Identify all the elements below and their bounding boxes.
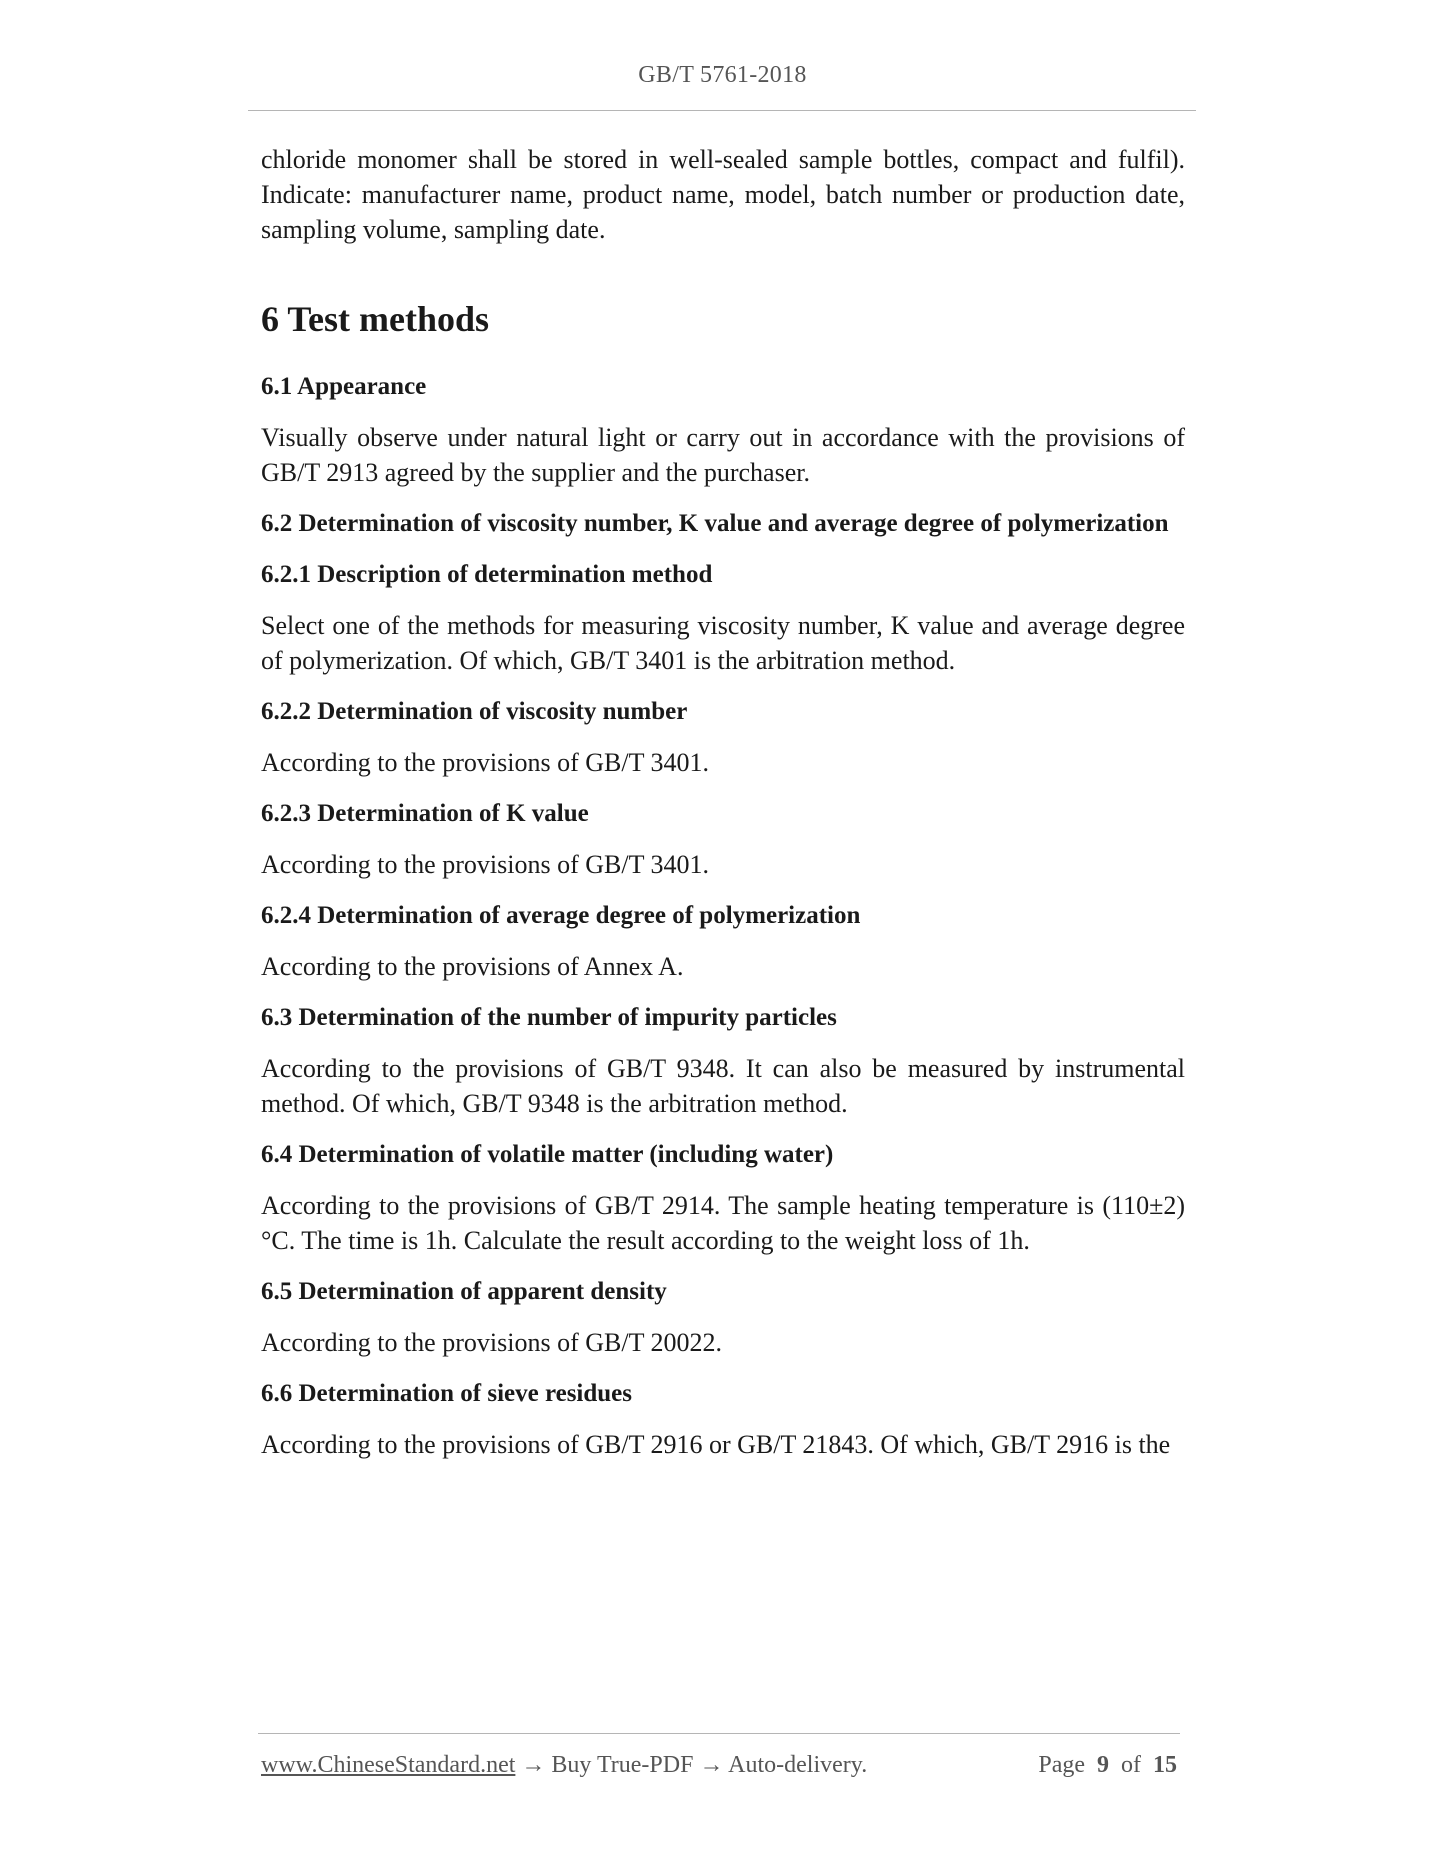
subsection-heading-6-4: 6.4 Determination of volatile matter (including water): [261, 1141, 834, 1168]
paragraph-6-2-2: According to the provisions of GB/T 3401.: [261, 748, 709, 777]
subsection-heading-6-6: 6.6 Determination of sieve residues: [261, 1380, 633, 1407]
header-divider: [248, 110, 1196, 111]
subsection-heading-6-5: 6.5 Determination of apparent density: [261, 1278, 667, 1305]
arrow-icon: →: [699, 1752, 724, 1778]
paragraph-6-2-3: According to the provisions of GB/T 3401.: [261, 850, 709, 879]
paragraph-6-1: Visually observe under natural light or carry out in accordance with the provisions of GB/T 2913 agreed by the supplier and the purchaser.: [261, 423, 1185, 487]
paragraph-6-4: According to the provisions of GB/T 2914. The sample heating temperature is (110±2)°C. The time is 1h. Calculate the result according to the weight loss of 1h.: [261, 1191, 1185, 1255]
page-header: GB/T 5761-2018: [638, 62, 807, 88]
paragraph-6-2-4: According to the provisions of Annex A.: [261, 952, 684, 981]
page-total: 15: [1153, 1752, 1177, 1778]
footer-divider: [258, 1733, 1180, 1734]
subsection-heading-6-3: 6.3 Determination of the number of impurity particles: [261, 1004, 837, 1031]
subsection-heading-6-2: 6.2 Determination of viscosity number, K value and average degree of polymerization: [261, 510, 1169, 537]
website-link[interactable]: www.ChineseStandard.net: [261, 1752, 516, 1778]
of-label: of: [1121, 1752, 1141, 1778]
buy-text: Buy True-PDF: [551, 1752, 694, 1778]
paragraph-6-6: According to the provisions of GB/T 2916 or GB/T 21843. Of which, GB/T 2916 is the: [261, 1430, 1171, 1459]
page-label: Page: [1038, 1752, 1085, 1778]
paragraph-6-2-1: Select one of the methods for measuring viscosity number, K value and average degree of polymerization. Of which, GB/T 3401 is the arbitration method.: [261, 611, 1185, 675]
paragraph-sample-storage: chloride monomer shall be stored in well-sealed sample bottles, compact and fulfil). Indicate: manufacturer name, product name, model, batch number or production date, sampling volume, sampling date.: [261, 145, 1185, 244]
footer-promo: [261, 1752, 867, 1779]
section-heading-test-methods: 6 Test methods: [261, 299, 490, 339]
delivery-text: Auto-delivery.: [728, 1752, 868, 1778]
paragraph-6-3: According to the provisions of GB/T 9348. It can also be measured by instrumental method. Of which, GB/T 9348 is the arbitration method.: [261, 1054, 1185, 1118]
subsection-heading-6-1: 6.1 Appearance: [261, 373, 427, 400]
subsection-heading-6-2-3: 6.2.3 Determination of K value: [261, 800, 589, 827]
arrow-icon: →: [521, 1752, 546, 1778]
subsection-heading-6-2-1: 6.2.1 Description of determination method: [261, 561, 713, 588]
subsection-heading-6-2-4: 6.2.4 Determination of average degree of polymerization: [261, 902, 861, 929]
page-indicator: [1038, 1752, 1177, 1779]
subsection-heading-6-2-2: 6.2.2 Determination of viscosity number: [261, 698, 688, 725]
page-current: 9: [1097, 1752, 1109, 1778]
paragraph-6-5: According to the provisions of GB/T 20022.: [261, 1328, 722, 1357]
document-body: [261, 142, 1185, 1462]
